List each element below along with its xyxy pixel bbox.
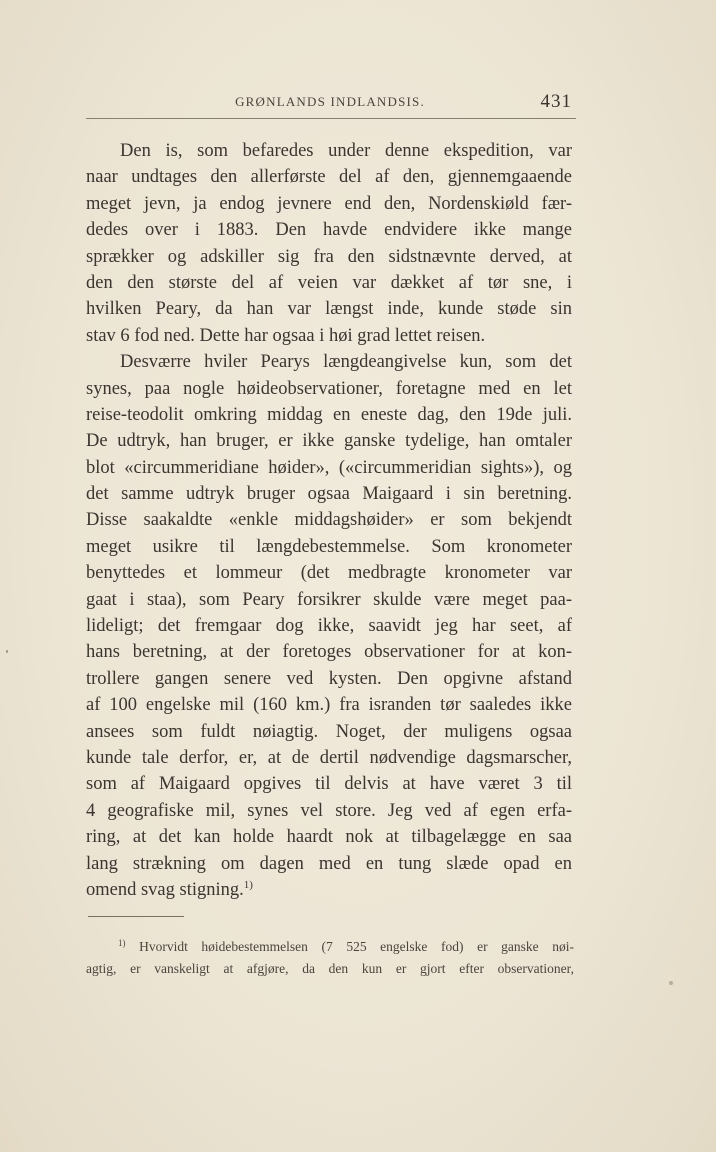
paper-speck	[6, 650, 8, 653]
footnote-marker: 1)	[118, 938, 126, 948]
footnote-reference: 1)	[243, 878, 253, 891]
text-line: blot «circummeridiane høider», («circummeridian sights»), og	[86, 457, 572, 478]
text-line: reise-teodolit omkring middag en eneste dag, den 19de juli.	[86, 404, 572, 425]
text-line: Desværre hviler Pearys længdeangivelse kun, som det	[120, 352, 572, 373]
text-line: trollere gangen senere ved kysten. Den opgivne afstand	[86, 668, 572, 689]
text-line: benyttedes et lommeur (det medbragte kronometer var	[86, 563, 572, 584]
text-line: hans beretning, at der foretoges observationer for at kon-	[86, 642, 572, 663]
running-head	[88, 92, 572, 116]
footnote	[86, 936, 574, 980]
text-line: sprækker og adskiller sig fra den sidstnævnte derved, at	[86, 246, 572, 267]
text-line-final	[86, 877, 572, 903]
text-line: 4 geografiske mil, synes vel store. Jeg ved af egen erfa-	[86, 800, 572, 821]
text-line: dedes over i 1883. Den havde endvidere ikke mange	[86, 220, 572, 241]
text-line: Den is, som befaredes under denne ekspedition, var	[120, 141, 572, 161]
text-line: af 100 engelske mil (160 km.) fra isranden tør saaledes ikke	[86, 695, 572, 716]
footnote-rule	[88, 916, 184, 917]
text-line: gaat i staa), som Peary forsikrer skulde være meget paa-	[86, 589, 572, 610]
running-title: GRØNLANDS INDLANDSIS.	[235, 94, 425, 109]
text-line-final-text: omend svag stigning.	[86, 879, 244, 900]
text-line: synes, paa nogle høideobservationer, foretagne med en let	[86, 378, 572, 399]
text-line: stav 6 fod ned. Dette har ogsaa i høi grad lettet reisen.	[86, 325, 486, 346]
text-line: meget usikre til længdebestemmelse. Som kronometer	[86, 536, 572, 557]
footnote-line: agtig, er vanskeligt at afgjøre, da den kun er gjort efter observationer,	[86, 961, 574, 976]
body-text	[86, 138, 572, 903]
text-line: ring, at det kan holde haardt nok at tilbagelægge en saa	[86, 827, 572, 848]
text-line: lideligt; det fremgaar dog ikke, saavidt jeg har seet, af	[86, 616, 572, 637]
footnote-text: Hvorvidt høidebestemmelsen (7 525 engelske fod) er ganske nøi-	[139, 939, 574, 954]
text-line: kunde tale derfor, er, at de dertil nødvendige dagsmarscher,	[86, 747, 572, 768]
text-line: den den største del af veien var dækket af tør sne, i	[86, 272, 572, 293]
paper-speck	[669, 981, 673, 985]
page-number: 431	[540, 91, 572, 112]
text-line: lang strækning om dagen med en tung slæde opad en	[86, 853, 572, 874]
text-line: naar undtages den allerførste del af den, gjennemgaaende	[86, 167, 572, 188]
text-line: meget jevn, ja endog jevnere end den, Nordenskiøld fær-	[86, 193, 572, 214]
footnote-line	[86, 936, 574, 958]
header-rule	[86, 118, 576, 119]
text-line: De udtryk, han bruger, er ikke ganske tydelige, han omtaler	[86, 431, 572, 452]
text-line: ansees som fuldt nøiagtig. Noget, der muligens ogsaa	[86, 721, 572, 742]
text-line: som af Maigaard opgives til delvis at have været 3 til	[86, 774, 572, 795]
text-line: Disse saakaldte «enkle middagshøider» er som bekjendt	[86, 510, 572, 531]
text-line: det samme udtryk bruger ogsaa Maigaard i sin beretning.	[86, 484, 572, 505]
text-line: hvilken Peary, da han var længst inde, kunde støde sin	[86, 299, 572, 320]
